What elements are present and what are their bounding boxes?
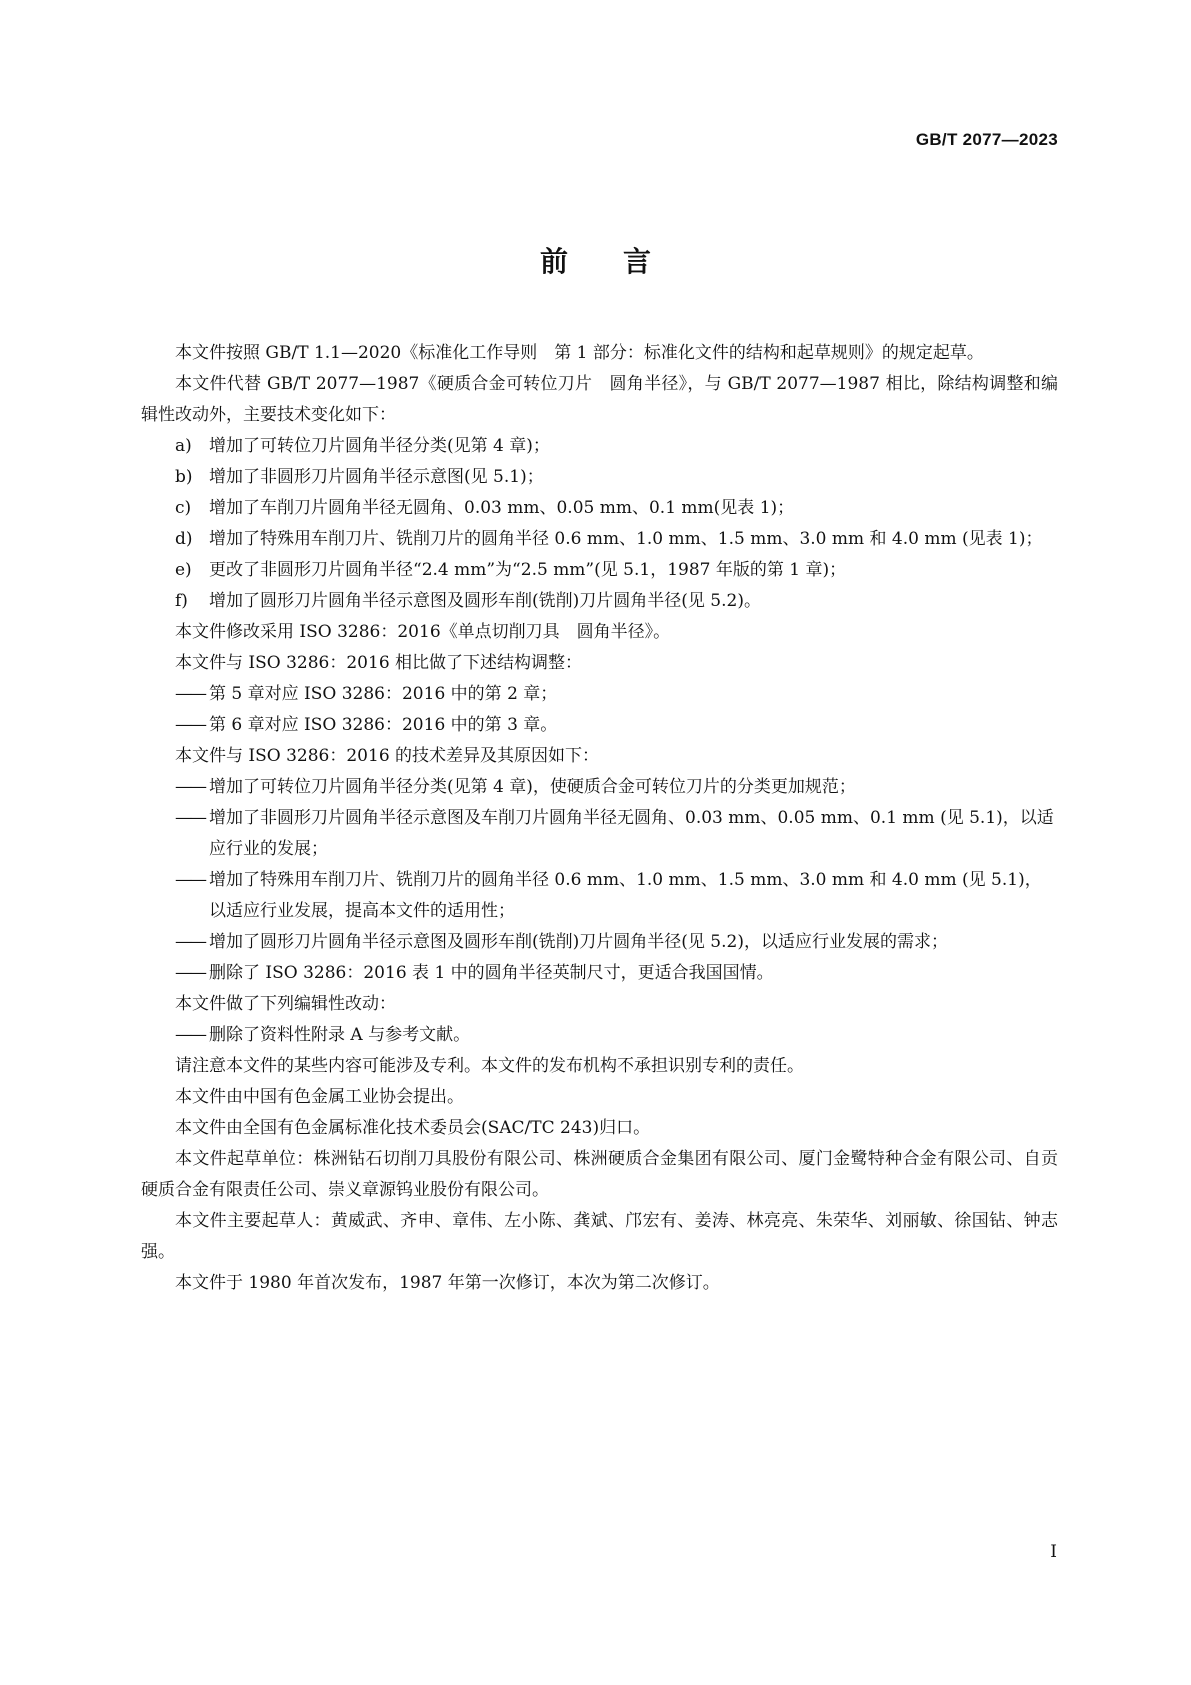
- change-item: [141, 493, 1058, 524]
- change-item-text: 增加了圆形刀片圆角半径示意图及圆形车削(铣削)刀片圆角半径(见 5.2)。: [209, 591, 761, 611]
- difference-item: [141, 958, 1058, 989]
- structure-item: [141, 710, 1058, 741]
- difference-item: [141, 865, 1058, 927]
- title-char-left: 前: [539, 245, 568, 278]
- dash-mark: ——: [175, 1025, 205, 1045]
- paragraph-structure-intro: 本文件与 ISO 3286：2016 相比做了下述结构调整：: [175, 653, 583, 673]
- dash-mark: ——: [175, 777, 205, 797]
- structure-item-text: 第 6 章对应 ISO 3286：2016 中的第 3 章。: [209, 715, 558, 735]
- difference-item-text: 增加了特殊用车削刀片、铣削刀片的圆角半径 0.6 mm、1.0 mm、1.5 mm、3.0 mm 和 4.0 mm (见 5.1)，以适应行业发展，提高本文件的适用性；: [209, 870, 1042, 921]
- editorial-item: [141, 1020, 1058, 1051]
- difference-item-text: 增加了非圆形刀片圆角半径示意图及车削刀片圆角半径无圆角、0.03 mm、0.05 mm、0.1 mm (见 5.1)，以适应行业的发展；: [209, 808, 1054, 859]
- paragraph-differences-intro: 本文件与 ISO 3286：2016 的技术差异及其原因如下：: [175, 746, 600, 766]
- paragraph-patent-notice: 请注意本文件的某些内容可能涉及专利。本文件的发布机构不承担识别专利的责任。: [175, 1056, 804, 1076]
- change-item: [141, 462, 1058, 493]
- difference-item: [141, 803, 1058, 865]
- dash-mark: ——: [175, 715, 205, 735]
- structure-item-text: 第 5 章对应 ISO 3286：2016 中的第 2 章；: [209, 684, 558, 704]
- paragraph-administered-by: 本文件由全国有色金属标准化技术委员会(SAC/TC 243)归口。: [175, 1118, 651, 1138]
- dash-mark: ——: [175, 684, 205, 704]
- paragraph-editorial-intro: 本文件做了下列编辑性改动：: [175, 994, 396, 1014]
- change-item-label: c): [175, 498, 192, 518]
- change-item-label: a): [175, 436, 192, 456]
- change-item-label: e): [175, 560, 192, 580]
- change-item-text: 增加了非圆形刀片圆角半径示意图(见 5.1)；: [209, 467, 544, 487]
- change-item: [141, 586, 1058, 617]
- standard-number: GB/T 2077—2023: [915, 130, 1058, 149]
- paragraph-drafters: 本文件主要起草人：黄威武、齐申、章伟、左小陈、龚斌、邝宏有、姜涛、林亮亮、朱荣华、刘丽敏、徐国钻、钟志强。: [141, 1211, 1058, 1262]
- difference-item: [141, 772, 1058, 803]
- editorial-item-text: 删除了资料性附录 A 与参考文献。: [209, 1025, 471, 1045]
- difference-item: [141, 927, 1058, 958]
- change-item-label: b): [175, 467, 193, 487]
- dash-mark: ——: [175, 932, 205, 952]
- change-item-text: 增加了可转位刀片圆角半径分类(见第 4 章)；: [209, 436, 550, 456]
- paragraph-history: 本文件于 1980 年首次发布，1987 年第一次修订，本次为第二次修订。: [175, 1273, 720, 1293]
- change-item-label: d): [175, 529, 193, 549]
- dash-mark: ——: [175, 963, 205, 983]
- dash-mark: ——: [175, 870, 205, 890]
- change-item: [141, 431, 1058, 462]
- paragraph-proposed-by: 本文件由中国有色金属工业协会提出。: [175, 1087, 464, 1107]
- foreword-body: [141, 338, 1058, 1299]
- change-item: [141, 555, 1058, 586]
- paragraph-replaces: 本文件代替 GB/T 2077—1987《硬质合金可转位刀片 圆角半径》，与 GB/T 2077—1987 相比，除结构调整和编辑性改动外，主要技术变化如下：: [141, 374, 1058, 425]
- dash-mark: ——: [175, 808, 205, 828]
- change-item-text: 增加了车削刀片圆角半径无圆角、0.03 mm、0.05 mm、0.1 mm(见表 1)；: [209, 498, 795, 518]
- paragraph-adoption: 本文件修改采用 ISO 3286：2016《单点切削刀具 圆角半径》。: [175, 622, 671, 642]
- change-item-text: 更改了非圆形刀片圆角半径“2.4 mm”为“2.5 mm”(见 5.1，1987 年版的第 1 章)；: [209, 560, 847, 580]
- title-char-right: 言: [623, 245, 652, 278]
- page-title: [0, 240, 1191, 280]
- difference-item-text: 增加了可转位刀片圆角半径分类(见第 4 章)，使硬质合金可转位刀片的分类更加规范；: [209, 777, 856, 797]
- page-number: I: [1050, 1542, 1057, 1562]
- difference-item-text: 增加了圆形刀片圆角半径示意图及圆形车削(铣削)刀片圆角半径(见 5.2)，以适应行业发展的需求；: [209, 932, 948, 952]
- paragraph-drafting-rules: 本文件按照 GB/T 1.1—2020《标准化工作导则 第 1 部分：标准化文件的结构和起草规则》的规定起草。: [175, 343, 984, 363]
- change-item-label: f): [175, 591, 188, 611]
- change-item-text: 增加了特殊用车削刀片、铣削刀片的圆角半径 0.6 mm、1.0 mm、1.5 mm、3.0 mm 和 4.0 mm (见表 1)；: [209, 529, 1043, 549]
- change-item: [141, 524, 1058, 555]
- structure-item: [141, 679, 1058, 710]
- paragraph-drafting-units: 本文件起草单位：株洲钻石切削刀具股份有限公司、株洲硬质合金集团有限公司、厦门金鹭特种合金有限公司、自贡硬质合金有限责任公司、崇义章源钨业股份有限公司。: [141, 1149, 1058, 1200]
- difference-item-text: 删除了 ISO 3286：2016 表 1 中的圆角半径英制尺寸，更适合我国国情。: [209, 963, 774, 983]
